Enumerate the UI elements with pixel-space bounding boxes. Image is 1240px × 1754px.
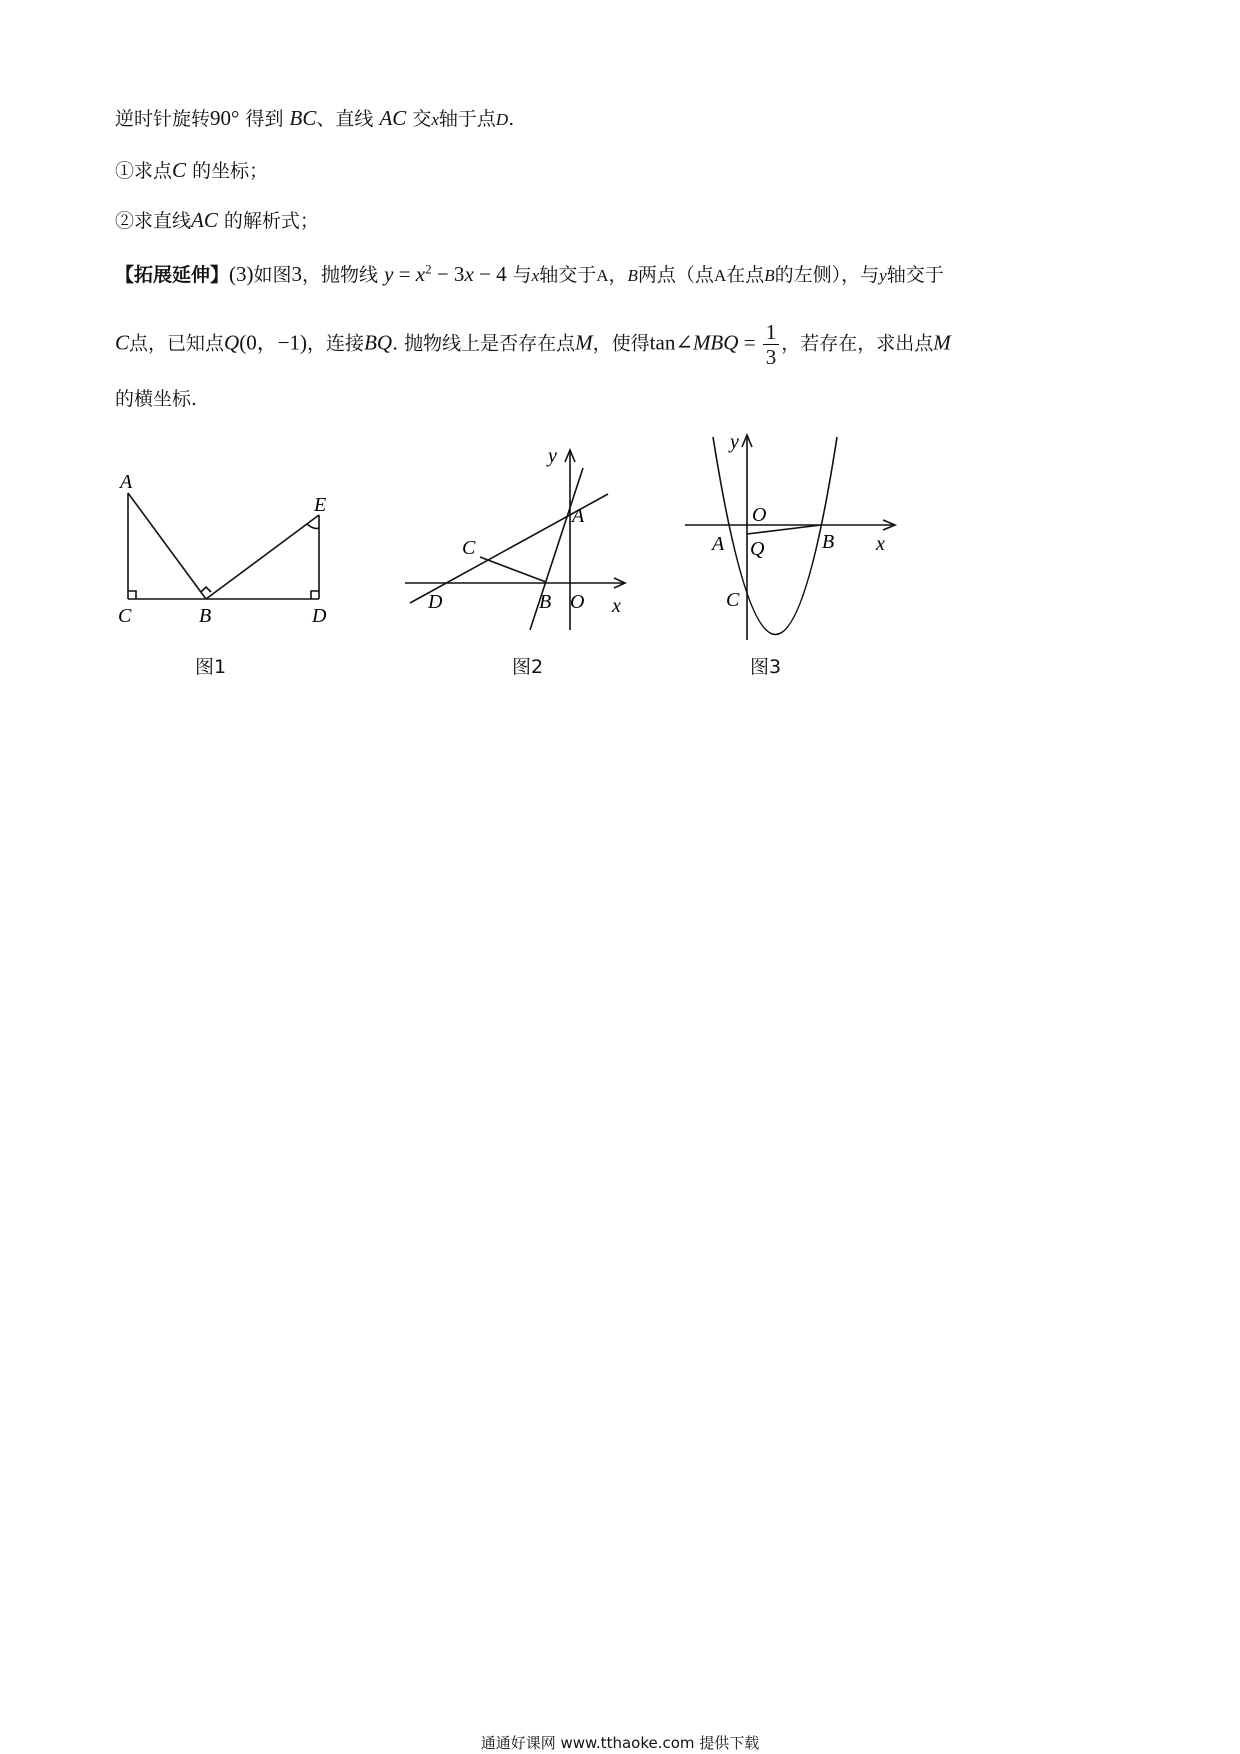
eq-sign: =	[393, 262, 416, 286]
text: ②求直线	[115, 210, 192, 232]
point-c: C	[172, 158, 187, 182]
text: ，连接	[307, 332, 365, 355]
text: 、直线	[316, 108, 374, 130]
question-2	[115, 206, 319, 233]
figure-3	[680, 430, 900, 640]
label-b: B	[539, 591, 552, 613]
label-a: A	[712, 533, 725, 555]
point-q-coordinates: (0，−1)	[239, 330, 308, 355]
text: 在点	[726, 264, 765, 286]
point-m: M	[575, 330, 593, 355]
label-b: B	[822, 531, 835, 553]
text: ，抛物线	[302, 264, 379, 286]
label-a: A	[120, 471, 133, 493]
question-number: (3)	[229, 262, 254, 286]
label-c: C	[726, 589, 740, 611]
angle-symbol: ∠	[675, 330, 693, 355]
figure-2-caption: 图2	[512, 656, 544, 678]
angle-mbq: MBQ	[692, 330, 739, 355]
problem-line-1	[115, 104, 514, 131]
label-q: Q	[750, 538, 765, 560]
question-1	[115, 156, 268, 183]
text: 的横坐标.	[115, 388, 198, 410]
label-x: x	[612, 595, 621, 617]
eq-exponent: 2	[425, 261, 432, 277]
figure-2-svg	[400, 440, 650, 630]
tan-function: tan	[649, 330, 676, 355]
text: 轴交于	[539, 264, 597, 286]
point-a: A	[713, 266, 727, 285]
figure-1-svg	[100, 460, 350, 640]
label-y: y	[730, 431, 739, 453]
text: 两点（点	[637, 264, 714, 286]
eq-x: x	[464, 262, 474, 286]
text: 的坐标；	[192, 160, 269, 182]
point-a: A	[596, 266, 609, 285]
point-q: Q	[224, 330, 240, 355]
segment-bc: BC	[289, 106, 317, 130]
figure-2	[400, 440, 650, 630]
label-d: D	[428, 591, 443, 613]
label-e: E	[314, 494, 327, 516]
angle-value: 90°	[210, 106, 240, 130]
point-b: B	[764, 266, 775, 285]
text: 逆时针旋转	[115, 108, 211, 130]
point-c: C	[115, 330, 130, 355]
label-c: C	[118, 605, 132, 627]
label-o: O	[752, 504, 767, 526]
figure-3-caption: 图3	[750, 656, 782, 678]
label-b: B	[199, 605, 212, 627]
extension-line-1	[115, 260, 944, 287]
text: 与	[512, 264, 532, 286]
figure-1-caption: 图1	[195, 656, 227, 678]
text: 如图	[253, 264, 292, 286]
text: 轴交于	[886, 264, 944, 286]
text: .	[508, 108, 515, 130]
x-variable: x	[531, 266, 540, 285]
segment-bq: BQ	[364, 330, 393, 355]
parabola-equation	[384, 261, 507, 286]
text: ，	[608, 264, 628, 286]
extension-line-3	[115, 384, 197, 411]
footer-credit: 通通好课网 www.tthaoke.com 提供下载	[480, 1734, 760, 1752]
figure-number: 3	[291, 262, 303, 286]
label-x: x	[876, 533, 885, 555]
text: 交	[412, 108, 432, 130]
eq-term: − 4	[473, 262, 507, 286]
text: 轴于点	[438, 108, 496, 130]
point-m: M	[933, 330, 951, 355]
denominator: 3	[765, 345, 777, 369]
label-d: D	[312, 605, 327, 627]
x-variable: x	[431, 110, 439, 129]
point-d: D	[495, 110, 509, 129]
text: 点，已知点	[129, 332, 225, 355]
eq-x: x	[415, 262, 426, 286]
line-ac: AC	[379, 106, 407, 130]
point-b: B	[627, 266, 638, 285]
text: 的解析式；	[223, 210, 319, 232]
text: ①求点	[115, 160, 173, 182]
label-c: C	[462, 537, 476, 559]
text: 得到	[245, 108, 284, 130]
eq-term: − 3	[431, 262, 465, 286]
text: 的左侧），与	[774, 264, 880, 286]
extension-line-2	[115, 320, 951, 369]
eq-sign: =	[738, 330, 761, 355]
text: ，若存在，求出点	[781, 332, 934, 355]
figure-1	[100, 460, 350, 640]
label-a: A	[572, 505, 585, 527]
line-ac: AC	[191, 208, 218, 232]
fraction-one-third	[763, 320, 780, 369]
y-variable: y	[879, 266, 887, 285]
text: ，使得	[592, 332, 650, 355]
section-heading: 【拓展延伸】	[115, 264, 230, 286]
label-y: y	[548, 445, 557, 467]
numerator: 1	[763, 320, 780, 345]
figure-3-svg	[680, 430, 900, 640]
eq-y: y	[384, 262, 394, 286]
label-o: O	[570, 591, 585, 613]
text: . 抛物线上是否存在点	[392, 332, 576, 355]
